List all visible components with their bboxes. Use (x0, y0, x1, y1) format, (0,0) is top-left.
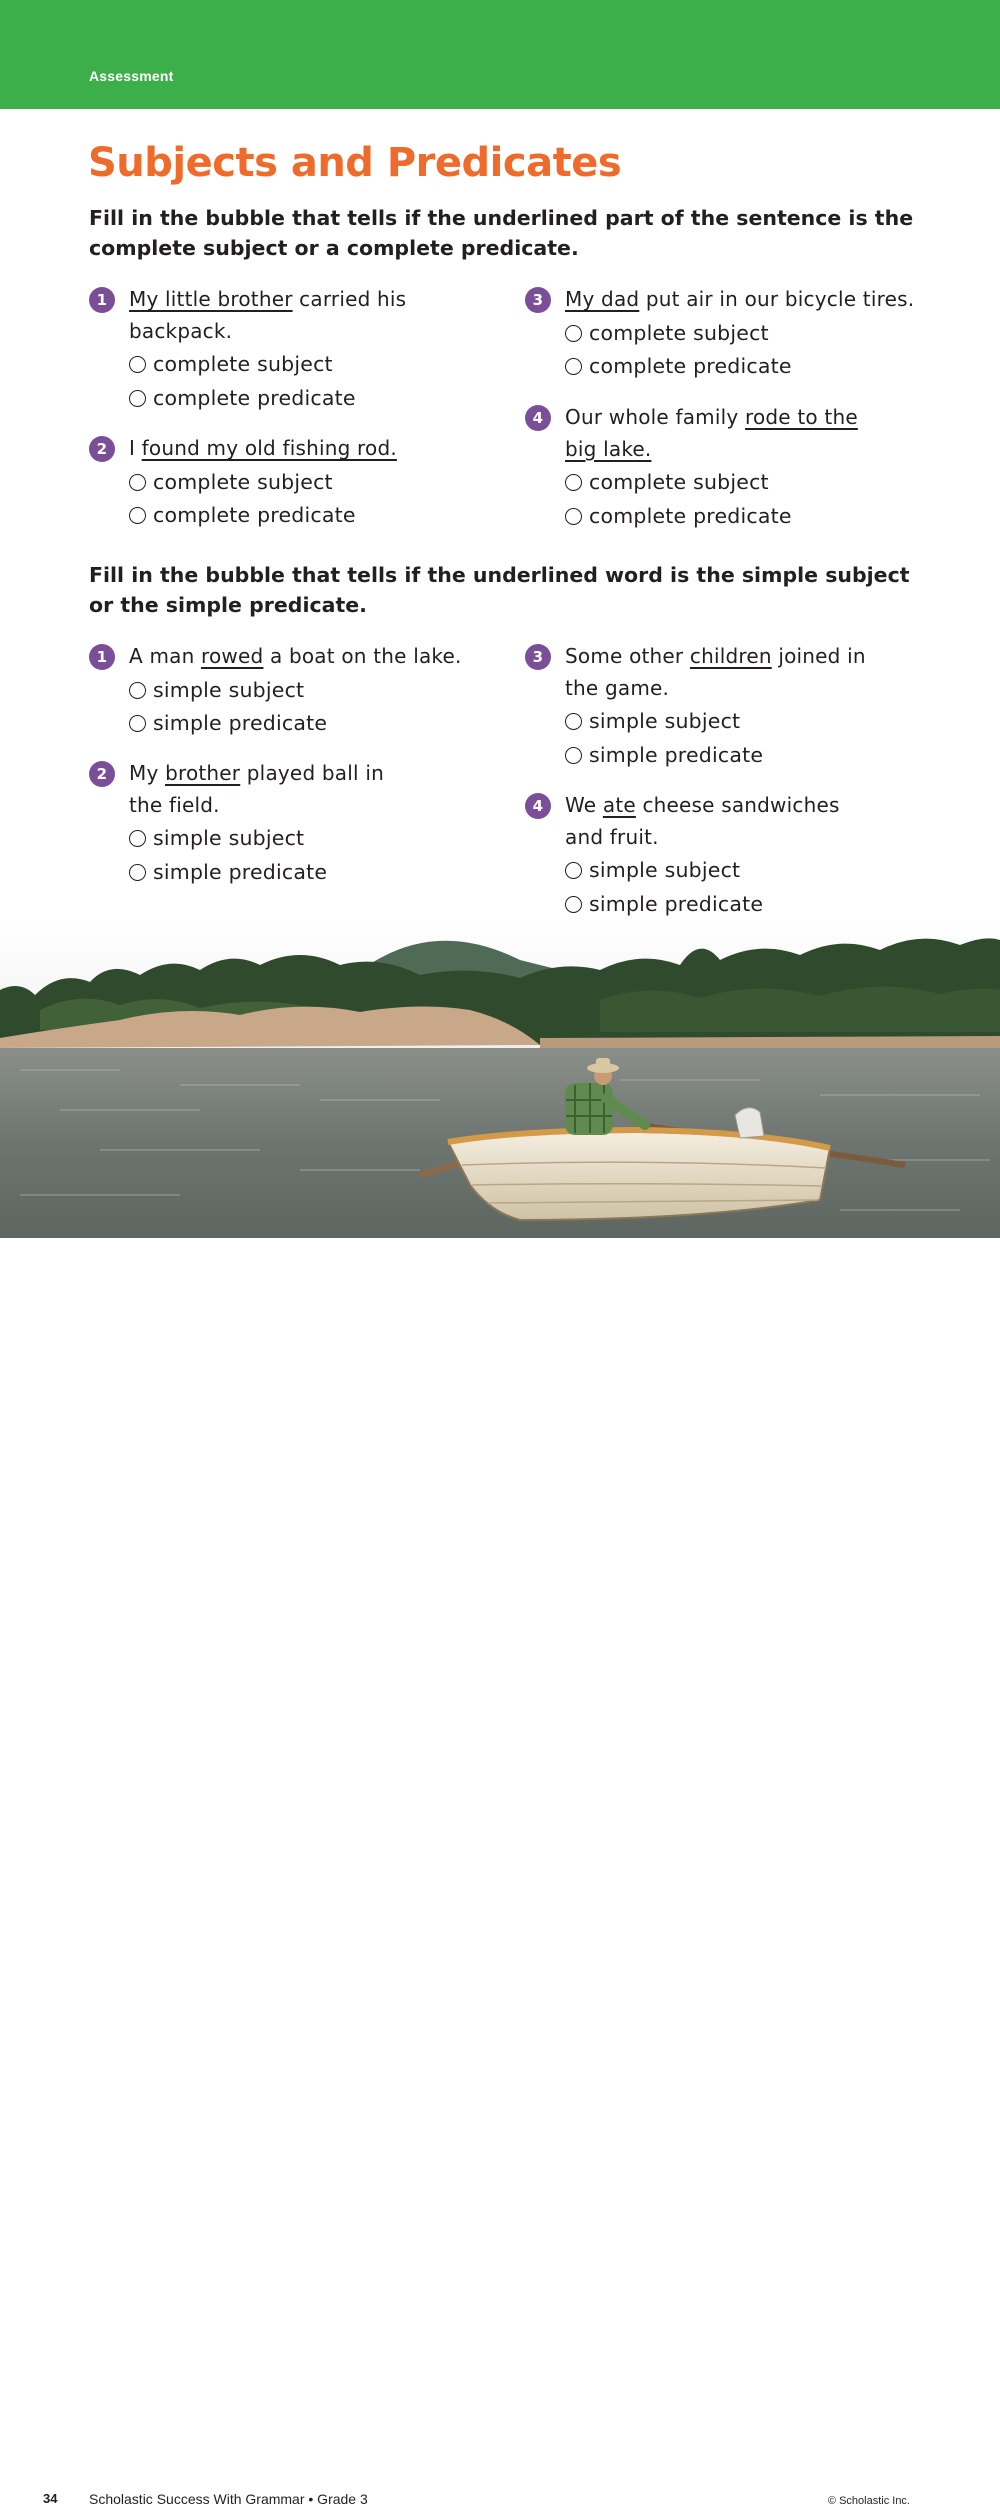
answer-bubble[interactable] (129, 474, 146, 491)
question-sentence: My brother played ball in (129, 761, 384, 785)
question-sentence: My dad put air in our bicycle tires. (565, 287, 915, 311)
question-sentence-continued: and fruit. (565, 824, 659, 849)
option-complete-subject[interactable] (129, 467, 529, 499)
book-title: Scholastic Success With Grammar • Grade 3 (89, 2491, 368, 2507)
option-label: complete predicate (153, 385, 356, 410)
question-sentence-continued: backpack. (129, 318, 233, 343)
option-label: complete subject (589, 470, 769, 494)
option-simple-predicate[interactable] (129, 857, 529, 889)
rowboat-hull (448, 1132, 830, 1220)
section-label: Assessment (89, 68, 174, 84)
answer-bubble[interactable] (565, 474, 582, 491)
option-simple-predicate[interactable] (129, 708, 529, 740)
option-label: simple subject (153, 677, 305, 702)
question-sentence: We ate cheese sandwiches (565, 793, 840, 817)
answer-bubble[interactable] (565, 508, 582, 525)
lake-rowboat-photo (0, 920, 1000, 1238)
underlined-part: rode to the (744, 405, 858, 429)
section1-instructions: Fill in the bubble that tells if the underlined part of the sentence is the complete subject or a complete predicate. (89, 206, 914, 260)
section2-question-4 (525, 790, 965, 920)
shore-strip (540, 1036, 1000, 1050)
question-sentence: My little brother carried his (129, 287, 407, 311)
answer-bubble[interactable] (129, 682, 146, 699)
question-number-badge: 2 (89, 761, 115, 787)
underlined-part: My dad (565, 287, 640, 311)
answer-bubble[interactable] (129, 715, 146, 732)
header-band (0, 0, 1000, 109)
question-number-badge: 3 (525, 287, 551, 313)
option-simple-subject[interactable] (129, 675, 529, 707)
question-number-badge: 4 (525, 405, 551, 431)
option-complete-subject[interactable] (565, 318, 985, 350)
option-label: complete subject (153, 469, 333, 494)
option-complete-subject[interactable] (565, 467, 965, 499)
section2-instructions: Fill in the bubble that tells if the underlined word is the simple subject or the simple predicate. (89, 563, 910, 617)
option-complete-predicate[interactable] (129, 383, 529, 415)
option-label: simple predicate (589, 891, 764, 916)
section2-question-1 (89, 641, 529, 740)
underlined-part: big lake. (565, 436, 652, 461)
underlined-word: children (689, 644, 772, 668)
underlined-word: rowed (201, 644, 264, 668)
page-title: Subjects and Predicates (88, 140, 622, 186)
option-simple-predicate[interactable] (565, 889, 965, 921)
section1-question-4 (525, 402, 965, 532)
option-complete-predicate[interactable] (565, 351, 985, 383)
answer-bubble[interactable] (129, 864, 146, 881)
answer-bubble[interactable] (129, 390, 146, 407)
question-number-badge: 2 (89, 436, 115, 462)
section1-question-3 (525, 284, 985, 383)
option-label: simple predicate (589, 742, 764, 767)
underlined-part: found my old fishing rod. (141, 436, 397, 460)
answer-bubble[interactable] (565, 862, 582, 879)
answer-bubble[interactable] (129, 830, 146, 847)
answer-bubble[interactable] (129, 356, 146, 373)
option-label: simple subject (153, 826, 305, 850)
option-complete-subject[interactable] (129, 349, 529, 381)
option-complete-predicate[interactable] (129, 500, 529, 532)
cloth-on-boat (735, 1108, 764, 1138)
question-number-badge: 3 (525, 644, 551, 670)
question-number-badge: 1 (89, 644, 115, 670)
option-label: complete predicate (589, 354, 792, 378)
question-sentence: I found my old fishing rod. (129, 436, 397, 460)
option-label: complete subject (589, 320, 769, 345)
option-complete-predicate[interactable] (565, 501, 965, 533)
option-simple-subject[interactable] (565, 855, 965, 887)
option-simple-predicate[interactable] (565, 740, 965, 772)
answer-bubble[interactable] (565, 713, 582, 730)
option-label: simple predicate (153, 859, 328, 884)
option-label: complete subject (153, 352, 333, 376)
question-sentence-continued (565, 434, 965, 466)
underlined-part: My little brother (129, 287, 293, 311)
option-simple-subject[interactable] (129, 823, 529, 855)
section2-question-3 (525, 641, 965, 771)
question-sentence: A man rowed a boat on the lake. (129, 644, 462, 668)
copyright-notice: © Scholastic Inc. (827, 2495, 910, 2507)
footer (0, 1238, 1000, 2507)
section1-question-2 (89, 433, 529, 532)
answer-bubble[interactable] (565, 358, 582, 375)
answer-bubble[interactable] (565, 325, 582, 342)
option-simple-subject[interactable] (565, 706, 965, 738)
question-sentence-continued: the game. (565, 675, 670, 700)
answer-bubble[interactable] (565, 896, 582, 913)
section1-question-1 (89, 284, 529, 414)
section2-question-2 (89, 758, 529, 888)
question-sentence-continued: the field. (129, 792, 220, 817)
option-label: complete predicate (153, 503, 356, 527)
option-label: complete predicate (589, 503, 792, 528)
question-number-badge: 1 (89, 287, 115, 313)
option-label: simple subject (589, 858, 741, 882)
underlined-word: brother (165, 761, 241, 785)
question-number-badge: 4 (525, 793, 551, 819)
option-label: simple predicate (153, 711, 328, 735)
answer-bubble[interactable] (129, 507, 146, 524)
question-sentence: Some other children joined in (565, 644, 866, 668)
option-label: simple subject (589, 709, 741, 733)
page-number: 34 (43, 2491, 58, 2506)
question-sentence: Our whole family rode to the (565, 405, 858, 429)
answer-bubble[interactable] (565, 747, 582, 764)
underlined-word: ate (602, 793, 636, 817)
